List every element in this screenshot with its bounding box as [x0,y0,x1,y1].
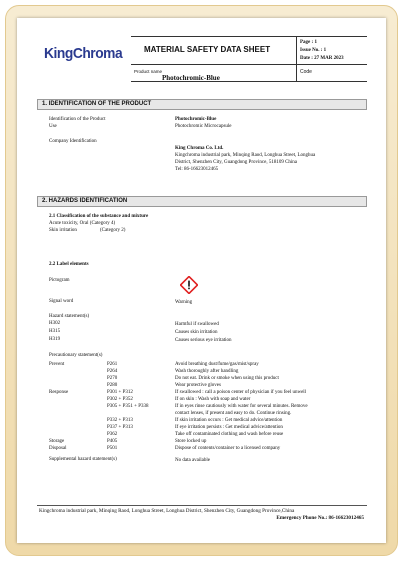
precaution-text: Store locked up [175,439,207,444]
company-address-line-2: District, Shenzhen City, Guangdong Province, 518109 China [175,160,298,165]
header-top-rule [131,36,367,37]
precaution-code: P270 [107,376,118,381]
product-name-label: Product name [134,69,163,74]
use-label: Use [49,124,57,129]
precautionary-statements-label: Precautionary statement(s) [49,353,103,358]
precaution-code: P305 + P351 + P338 [107,404,149,409]
precaution-text: If skin irritation occurs : Get medical advice/attention [175,418,283,423]
supplemental-hazard-label: Supplemental hazard statement(s) [49,457,117,462]
section-2-header: 2. HAZARDS IDENTIFICATION [37,196,367,207]
classification-skin-category: (Category 2) [100,228,126,233]
footer-emergency-phone: Emergency Phone No.: 86-16623012465 [276,515,364,521]
precaution-text: If on skin : Wash with soap and water [175,397,251,402]
header-mid-rule [131,64,367,65]
exclamation-mark-pictogram-icon [180,276,198,294]
signal-word-label: Signal word [49,299,74,304]
precaution-text: contact lenses, if present and easy to do. Continue rinsing. [175,411,292,416]
kingchroma-logo [44,45,122,62]
hazard-code: H315 [49,329,61,334]
precaution-group: Storage [49,439,65,444]
company-name: King Chroma Co. Ltd. [175,146,224,151]
pictogram-label: Pictogram [49,278,70,283]
issue-date: Date : 27 MAR 2023 [300,56,344,61]
precaution-code: P264 [107,369,118,374]
code-label: Code [300,69,312,75]
supplemental-hazard-value: No data available [175,458,210,463]
precaution-code: P362 [107,432,118,437]
precaution-code: P405 [107,439,118,444]
document-title: MATERIAL SAFETY DATA SHEET [144,45,271,54]
header-divider [296,36,297,81]
precaution-text: Do not eat. Drink or smoke when using this product [175,376,279,381]
precaution-group: Disposal [49,446,67,451]
identification-value: Photochromic-Blue [175,117,217,122]
hazard-code: H302 [49,321,61,326]
section-1-header: 1. IDENTIFICATION OF THE PRODUCT [37,99,367,110]
precaution-group: Prevent [49,362,65,367]
precaution-text: Avoid breathing dust/fume/gas/mist/spray [175,362,259,367]
label-elements-heading: 2.2 Label elements [49,262,89,267]
company-address-line-1: Kingchroma industrial park, Minqing Raod, Longhua Street, Longhua [175,153,316,158]
company-label: Company Identification [49,139,97,144]
identification-label: Identification of the Product [49,117,106,122]
precaution-code: P332 + P313 [107,418,133,423]
precaution-code: P280 [107,383,118,388]
use-value: Photochromic Microcapsule [175,124,232,129]
page-number: Page : 1 [300,40,317,45]
hazard-code: H319 [49,337,61,342]
document-page [17,18,386,543]
footer-rule [37,505,367,506]
precaution-code: P337 + P313 [107,425,133,430]
classification-acute-toxicity: Acute toxicity, Oral (Category 4) [49,221,116,226]
classification-heading: 2.1 Classification of the substance and mixture [49,214,149,219]
classification-skin-irritation: Skin irritation [49,228,77,233]
precaution-group: Response [49,390,69,395]
precaution-text: Take off contaminated clothing and wash before reuse [175,432,284,437]
precaution-text: Dispose of contents/container to a licensed company [175,446,281,451]
precaution-text: If eye irritation persists : Get medical advice/attention [175,425,283,430]
hazard-text: Causes skin irritation [175,330,218,335]
footer-address: Kingchroma industrial park, Minqing Raod, Longhua Street, Longhua District, Shenzhen City, Guangdong Province,China [39,508,295,514]
precaution-code: P301 + P312 [107,390,133,395]
precaution-text: If swallowed : call a poison center of physician if you feel unwell [175,390,307,395]
hazard-statements-label: Hazard statement(s) [49,314,90,319]
logo-text: KingChroma [44,45,123,62]
company-telephone: Tel: 86-16623012465 [175,167,219,172]
precaution-text: Wash thoroughly after handling [175,369,239,374]
hazard-text: Harmful if swallowed [175,322,219,327]
product-name: Photochromic-Blue [162,74,220,82]
precaution-code: P501 [107,446,118,451]
precaution-text: If in eyes rinse cautiously with water for several minutes. Remove [175,404,308,409]
precaution-text: Wear protective gloves [175,383,221,388]
issue-number: Issue No. : 1 [300,48,327,53]
hazard-text: Causes serious eye irritation [175,338,232,343]
precaution-code: P261 [107,362,118,367]
precaution-code: P302 + P352 [107,397,133,402]
signal-word-value: Warning [175,300,193,305]
